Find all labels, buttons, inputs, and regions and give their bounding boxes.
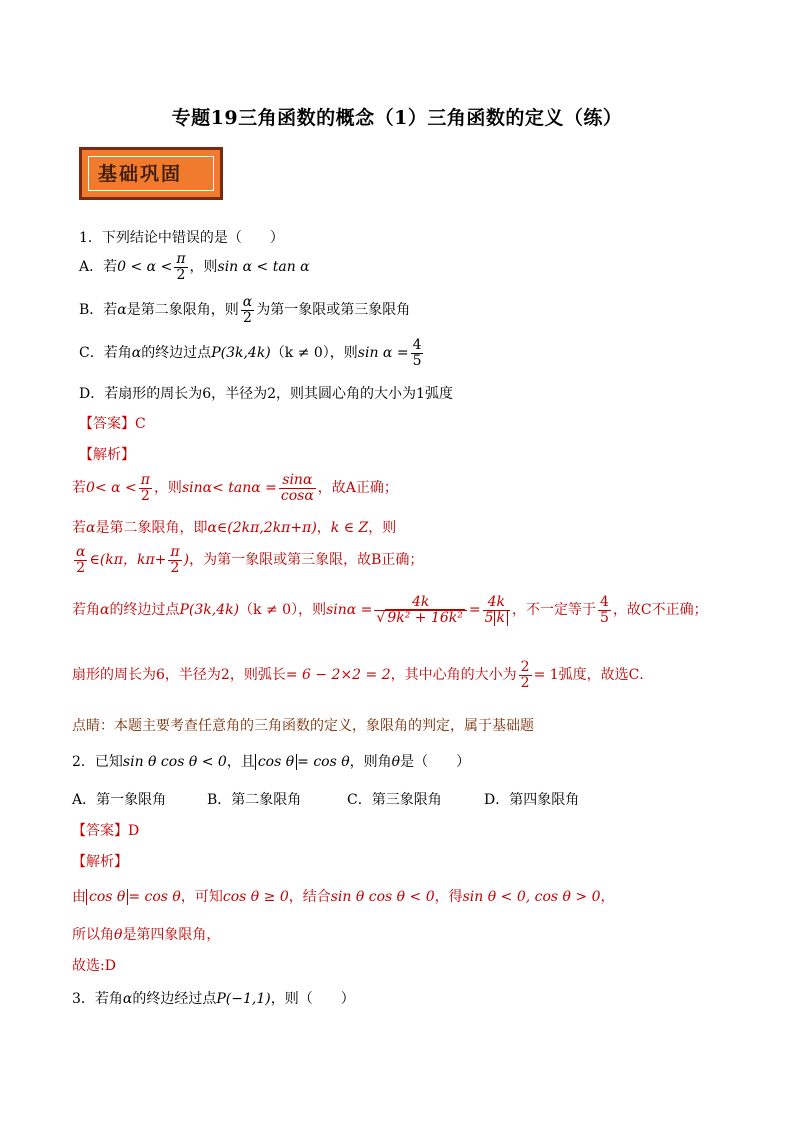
page-title: 专题19三角函数的概念（1）三角函数的定义（练） bbox=[171, 107, 623, 129]
q1-stem: 1．下列结论中错误的是（ ） bbox=[79, 230, 284, 246]
q1-analysis-line2: 若α是第二象限角，即α∈(2kπ,2kπ+π)，k ∈ Z，则 bbox=[72, 520, 397, 536]
q1-answer: 【答案】C bbox=[79, 416, 146, 432]
q2-option-b: B．第二象限角 bbox=[207, 792, 302, 808]
q2-stem: 2．已知sin θ cos θ < 0，且 cos θ = cos θ，则角θ是（ ） bbox=[72, 754, 471, 770]
q1-option-d: D．若扇形的周长为6，半径为2，则其圆心角的大小为1弧度 bbox=[79, 386, 453, 402]
q2-analysis-line1: 由 cos θ = cos θ，可知cos θ ≥ 0，结合sin θ cos θ < 0，得sin θ < 0, cos θ > 0， bbox=[72, 889, 615, 905]
q1-analysis-line1: 若0< α < $\frac{\pi}{2}$ ，则sinα< tanα = $\frac{\sin\alpha}{\cos\alpha}$ ，故A正确； bbox=[72, 472, 398, 504]
q2-option-d: D．第四象限角 bbox=[484, 792, 580, 808]
q1-analysis-label: 【解析】 bbox=[79, 447, 135, 463]
q2-option-c: C．第三象限角 bbox=[347, 792, 442, 808]
q1-option-b: B．若α是第二象限角，则 $\frac{\alpha}{2}$ 为第一象限或第三象限角 bbox=[79, 294, 411, 326]
q2-analysis-line3: 故选:D bbox=[72, 958, 116, 974]
section-banner-label: 基础巩固 bbox=[98, 163, 183, 185]
q1-analysis-line3: $\frac{\alpha}{2}$ ∈(kπ，kπ+ $\frac{\pi}{2}$ )，为第一象限或第三象限，故B正确； bbox=[76, 544, 424, 576]
section-banner bbox=[79, 147, 223, 200]
q2-option-a: A．第一象限角 bbox=[72, 792, 167, 808]
q1-tip: 点睛：本题主要考查任意角的三角函数的定义，象限角的判定，属于基础题 bbox=[72, 718, 534, 734]
q1-analysis-line4: 若角α的终边过点P(3k,4k)（k ≠ 0），则sinα = $\frac{4k}{\text{√ 9k² + 16k²}}$ = $\frac{4k}{5 k}$ ，不一定等于 $\frac{4}{5}$ ，故C不正确； bbox=[72, 594, 708, 626]
q3-stem: 3．若角α的终边经过点P(−1,1)，则（ ） bbox=[72, 991, 355, 1007]
q1-analysis-line5: 扇形的周长为6，半径为2，则弧长= 6 − 2×2 = 2，其中心角的大小为 $\frac{2}{2}$ = 1弧度，故选C． bbox=[72, 659, 654, 691]
q2-analysis-line2: 所以角θ是第四象限角， bbox=[72, 927, 221, 943]
q1-option-c: C．若角α的终边过点P(3k,4k)（k ≠ 0），则sin α = $\frac{4}{5}$ bbox=[79, 337, 422, 369]
q1-option-a: A．若0 < α < $\frac{\pi}{2}$ ，则sin α < tan α bbox=[79, 251, 310, 283]
q2-answer: 【答案】D bbox=[72, 823, 140, 839]
q2-analysis-label: 【解析】 bbox=[72, 854, 128, 870]
